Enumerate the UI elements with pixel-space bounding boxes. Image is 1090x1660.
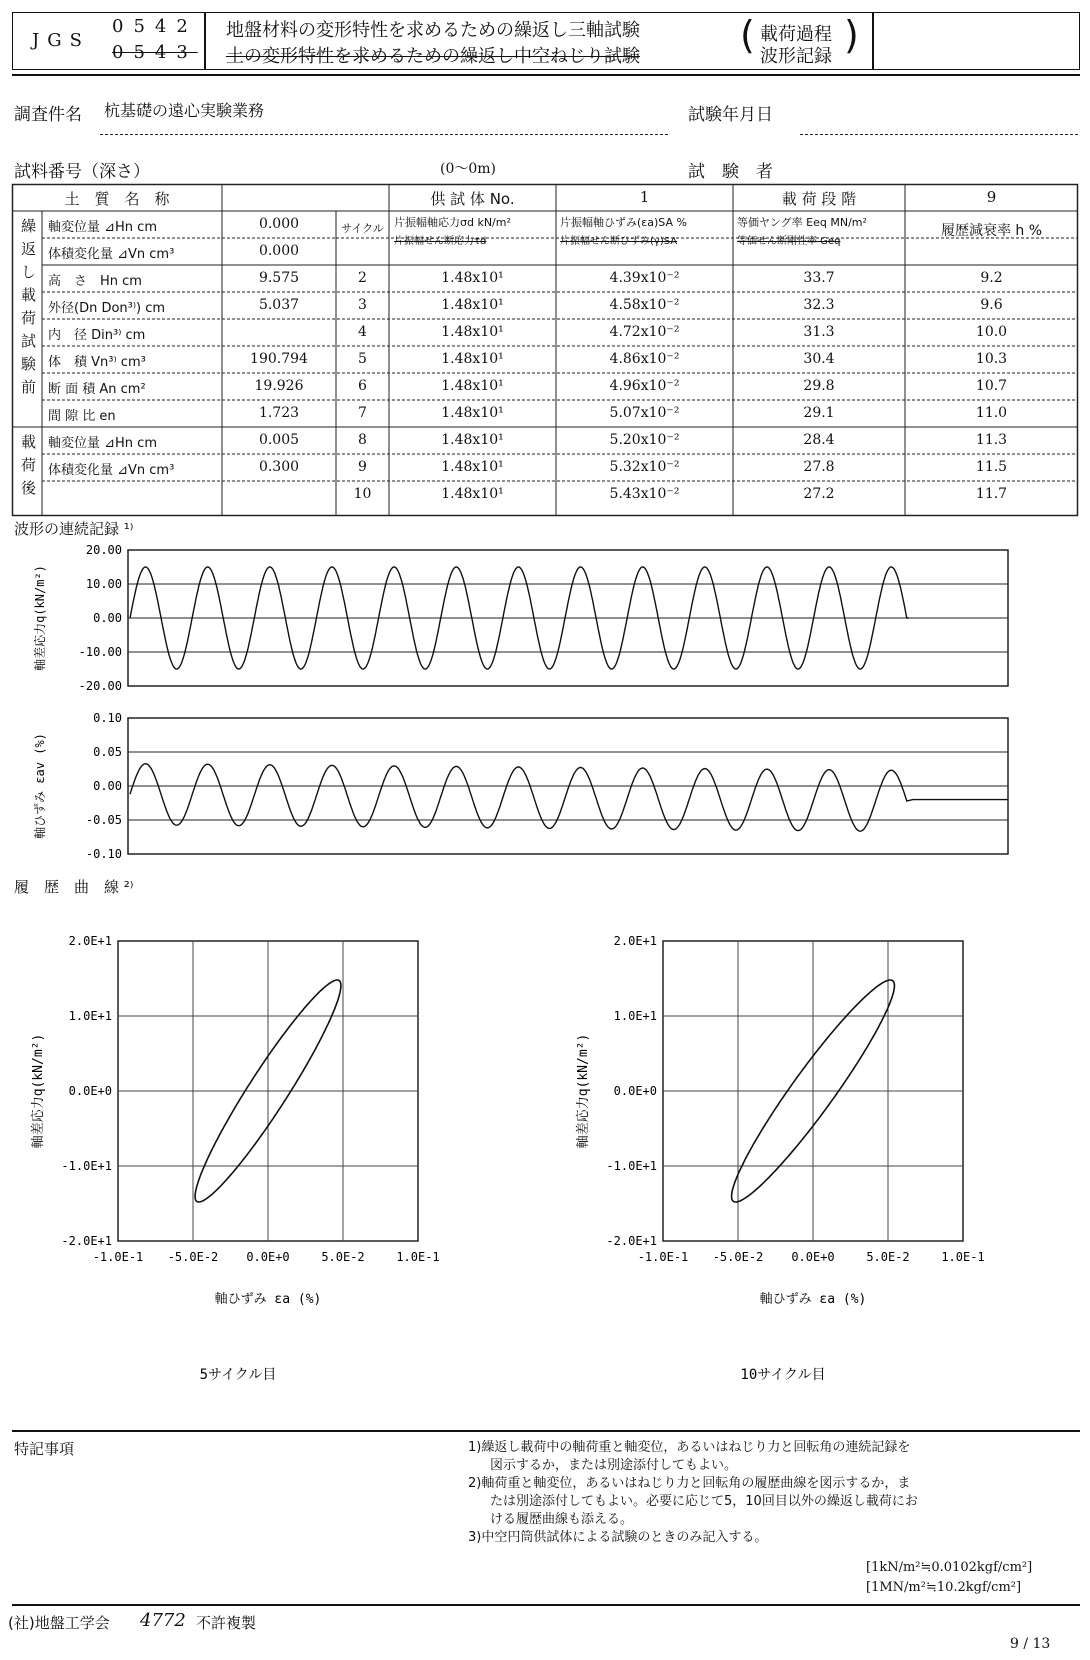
y-tick-label: -1.0E+1 (61, 1159, 112, 1173)
stress-amp-struck: 片振幅せん断応力τd (394, 236, 487, 247)
cycle-stress: 1.48x10¹ (441, 432, 504, 448)
cycle-stress: 1.48x10¹ (441, 405, 504, 421)
sample-label: 試料番号（深さ） (14, 162, 150, 182)
after-row-value: 0.005 (258, 432, 300, 448)
cycle-strain: 4.58x10⁻² (609, 297, 680, 313)
after-row-label: 体積変化量 ⊿Vn cm³ (48, 463, 175, 478)
form-title-struck: 土の変形特性を求めるための繰返し中空ねじり試験 (226, 46, 640, 67)
cycle-strain: 4.86x10⁻² (609, 351, 680, 367)
before-row-value: 0.000 (258, 243, 300, 259)
unit-conversion-2: [1MN/m²≒10.2kgf/cm²] (866, 1580, 1022, 1595)
cycle-number: 5 (358, 351, 367, 367)
note-2b: たは別途添付してもよい。必要に応じて5，10回目以外の繰返し載荷にお (490, 1494, 918, 1509)
cycle-strain: 4.72x10⁻² (609, 324, 680, 340)
before-row-value: 19.926 (254, 378, 304, 394)
y-axis-label: 軸差応力q(kN/m²) (31, 1033, 46, 1149)
y-tick-label: -10.00 (78, 645, 122, 659)
note-1b: 図示するか，または別途添付してもよい。 (490, 1458, 738, 1473)
results-table (12, 184, 1078, 516)
stress-wave-chart (0, 538, 1090, 698)
y-tick-label: 2.0E+1 (68, 934, 112, 948)
before-row-label: 間 隙 比 en (48, 409, 116, 424)
cycle-young: 30.4 (803, 351, 835, 367)
soil-name-header: 土 質 名 称 (64, 190, 170, 208)
after-row-value: 0.300 (258, 459, 300, 475)
survey-label: 調査件名 (14, 105, 82, 125)
cycle-number: 9 (358, 459, 367, 475)
bracket-line1: 載荷過程 (760, 24, 832, 45)
before-group-label: 繰返し載荷試験前 (19, 218, 37, 402)
stage-value: 9 (986, 188, 997, 206)
before-row-value: 0.000 (258, 216, 300, 232)
note-1: 1)繰返し載荷中の軸荷重と軸変位，あるいはねじり力と回転角の連続記録を (468, 1440, 911, 1455)
young-header: 等価ヤング率 Eeq MN/m² (737, 216, 867, 229)
before-row-label: 内 径 Din³⁾ cm (48, 328, 146, 343)
cycle-young: 29.8 (803, 378, 835, 394)
cycle-young: 28.4 (803, 432, 835, 448)
cycle-young: 33.7 (803, 270, 835, 286)
y-tick-label: 0.00 (93, 779, 122, 793)
x-tick-label: 5.0E-2 (321, 1250, 365, 1264)
cycle-stress: 1.48x10¹ (441, 270, 504, 286)
before-row-value: 190.794 (250, 351, 308, 367)
wave-section-title: 波形の連続記録 ¹⁾ (14, 520, 134, 538)
cycle-strain: 5.20x10⁻² (609, 432, 680, 448)
y-tick-label: -0.05 (85, 813, 122, 827)
cycle-damping: 11.5 (975, 459, 1008, 475)
cycle-stress: 1.48x10¹ (441, 486, 504, 502)
x-tick-label: -1.0E-1 (92, 1250, 144, 1264)
y-tick-label: 0.0E+0 (613, 1084, 657, 1098)
x-tick-label: 1.0E-1 (396, 1250, 440, 1264)
before-row-label: 体積変化量 ⊿Vn cm³ (48, 247, 175, 262)
cycle-young: 31.3 (803, 324, 835, 340)
note-2: 2)軸荷重と軸変位，あるいはねじり力と回転角の履歴曲線を図示するか，ま (468, 1476, 911, 1491)
before-row-value: 9.575 (258, 270, 300, 286)
cycle-young: 29.1 (803, 405, 835, 421)
page-number: 9 / 13 (1010, 1636, 1051, 1652)
cycle-number: 4 (358, 324, 367, 340)
cycle-stress: 1.48x10¹ (441, 324, 504, 340)
cycle-damping: 9.2 (980, 270, 1003, 286)
cycle-damping: 11.7 (975, 486, 1008, 502)
before-row-label: 断 面 積 An cm² (48, 382, 146, 397)
y-tick-label: 0.0E+0 (68, 1084, 112, 1098)
cycle-number: 2 (358, 270, 367, 286)
note-2c: ける履歴曲線も添える。 (490, 1512, 634, 1527)
survey-value: 杭基礎の遠心実験業務 (104, 101, 265, 120)
x-tick-label: -5.0E-2 (712, 1250, 764, 1264)
cycle-strain: 4.39x10⁻² (609, 270, 680, 286)
y-tick-label: 20.00 (85, 543, 122, 557)
wave-series-line (130, 764, 1008, 832)
chart-title: 5サイクル目 (199, 1367, 277, 1383)
specimen-no-value: 1 (639, 188, 650, 206)
test-date-label: 試験年月日 (688, 105, 773, 125)
standard-code: 0542 (112, 16, 198, 37)
notes-label: 特記事項 (14, 1440, 75, 1458)
specimen-no-header: 供 試 体 No. (430, 190, 515, 208)
bracket-close: ) (844, 13, 859, 57)
stress-amp-header: 片振幅軸応力σd kN/m² (394, 216, 511, 229)
depth-value: (0～0m) (440, 161, 497, 177)
y-tick-label: 1.0E+1 (613, 1009, 657, 1023)
cycle-young: 27.2 (803, 486, 835, 502)
hysteresis-chart-5 (0, 925, 545, 1383)
cycle-young: 27.8 (803, 459, 835, 475)
y-tick-label: -20.00 (78, 679, 122, 693)
standard-code-struck: 0543 (112, 42, 198, 63)
cycle-number: 10 (353, 486, 372, 502)
y-axis-label: 軸差応力q(kN/m²) (33, 565, 47, 671)
y-tick-label: 0.10 (93, 711, 122, 725)
damping-header: 履歴減衰率 h % (940, 223, 1043, 239)
before-row-label: 軸変位量 ⊿Hn cm (48, 220, 157, 235)
x-tick-label: -1.0E-1 (637, 1250, 689, 1264)
cycle-damping: 10.0 (975, 324, 1008, 340)
cycle-damping: 10.7 (975, 378, 1008, 394)
cycle-strain: 5.07x10⁻² (609, 405, 680, 421)
x-axis-label: 軸ひずみ εa (%) (214, 1292, 322, 1307)
cycle-strain: 5.32x10⁻² (609, 459, 680, 475)
y-tick-label: 0.05 (93, 745, 122, 759)
cycle-stress: 1.48x10¹ (441, 378, 504, 394)
footer-copy: 不許複製 (196, 1614, 257, 1632)
cycle-damping: 10.3 (975, 351, 1008, 367)
x-tick-label: 5.0E-2 (866, 1250, 910, 1264)
hysteresis-chart-10 (545, 925, 1090, 1383)
young-struck: 等価せん断剛性率 Geq (737, 236, 841, 247)
y-tick-label: -1.0E+1 (606, 1159, 657, 1173)
y-tick-label: -0.10 (85, 847, 122, 861)
before-row-value: 5.037 (258, 297, 300, 313)
form-title: 地盤材料の変形特性を求めるための繰返し三軸試験 (226, 20, 640, 41)
cycle-stress: 1.48x10¹ (441, 351, 504, 367)
strain-amp-header: 片振幅軸ひずみ(εa)SA % (560, 216, 687, 229)
cycle-number: 7 (358, 405, 367, 421)
footer-number: 4772 (140, 1610, 186, 1631)
tester-label: 試 験 者 (688, 162, 773, 182)
x-tick-label: 0.0E+0 (791, 1250, 835, 1264)
x-tick-label: -5.0E-2 (167, 1250, 219, 1264)
x-tick-label: 1.0E-1 (941, 1250, 985, 1264)
bracket-line2: 波形記録 (760, 46, 832, 67)
stage-header: 載 荷 段 階 (781, 190, 857, 208)
cycle-header: サイクル (341, 222, 384, 235)
x-tick-label: 0.0E+0 (246, 1250, 290, 1264)
strain-amp-struck: 片振幅せん断ひずみ(γ)SA (560, 236, 678, 247)
cycle-stress: 1.48x10¹ (441, 459, 504, 475)
cycle-damping: 9.6 (980, 297, 1003, 313)
y-tick-label: -2.0E+1 (61, 1234, 112, 1248)
y-axis-label: 軸差応力q(kN/m²) (576, 1033, 591, 1149)
cycle-strain: 4.96x10⁻² (609, 378, 680, 394)
chart-title: 10サイクル目 (740, 1367, 826, 1383)
cycle-damping: 11.0 (975, 405, 1008, 421)
cycle-number: 3 (358, 297, 367, 313)
after-row-label: 軸変位量 ⊿Hn cm (48, 436, 157, 451)
cycle-strain: 5.43x10⁻² (609, 486, 680, 502)
jgs-label: JGS (32, 30, 90, 51)
cycle-damping: 11.3 (975, 432, 1008, 448)
after-group-label: 載荷後 (19, 434, 37, 503)
y-tick-label: 1.0E+1 (68, 1009, 112, 1023)
cycle-stress: 1.48x10¹ (441, 297, 504, 313)
strain-wave-chart (0, 706, 1090, 866)
hysteresis-section-title: 履 歴 曲 線 ²⁾ (14, 878, 134, 896)
before-row-label: 体 積 Vn³⁾ cm³ (48, 355, 146, 370)
cycle-number: 6 (358, 378, 367, 394)
y-axis-label: 軸ひずみ εav (%) (33, 733, 47, 839)
y-tick-label: 2.0E+1 (613, 934, 657, 948)
footer-society: (社)地盤工学会 (8, 1614, 110, 1632)
unit-conversion-1: [1kN/m²≒0.0102kgf/cm²] (866, 1560, 1033, 1575)
x-axis-label: 軸ひずみ εa (%) (759, 1292, 867, 1307)
y-tick-label: -2.0E+1 (606, 1234, 657, 1248)
cycle-number: 8 (358, 432, 367, 448)
cycle-young: 32.3 (803, 297, 835, 313)
bracket-open: ( (740, 13, 755, 57)
before-row-value: 1.723 (258, 405, 300, 421)
y-tick-label: 10.00 (85, 577, 122, 591)
note-3: 3)中空円筒供試体による試験のときのみ記入する。 (468, 1530, 768, 1545)
before-row-label: 外径(Dn Don³⁾) cm (48, 301, 166, 316)
before-row-label: 高 さ Hn cm (48, 274, 142, 289)
y-tick-label: 0.00 (93, 611, 122, 625)
